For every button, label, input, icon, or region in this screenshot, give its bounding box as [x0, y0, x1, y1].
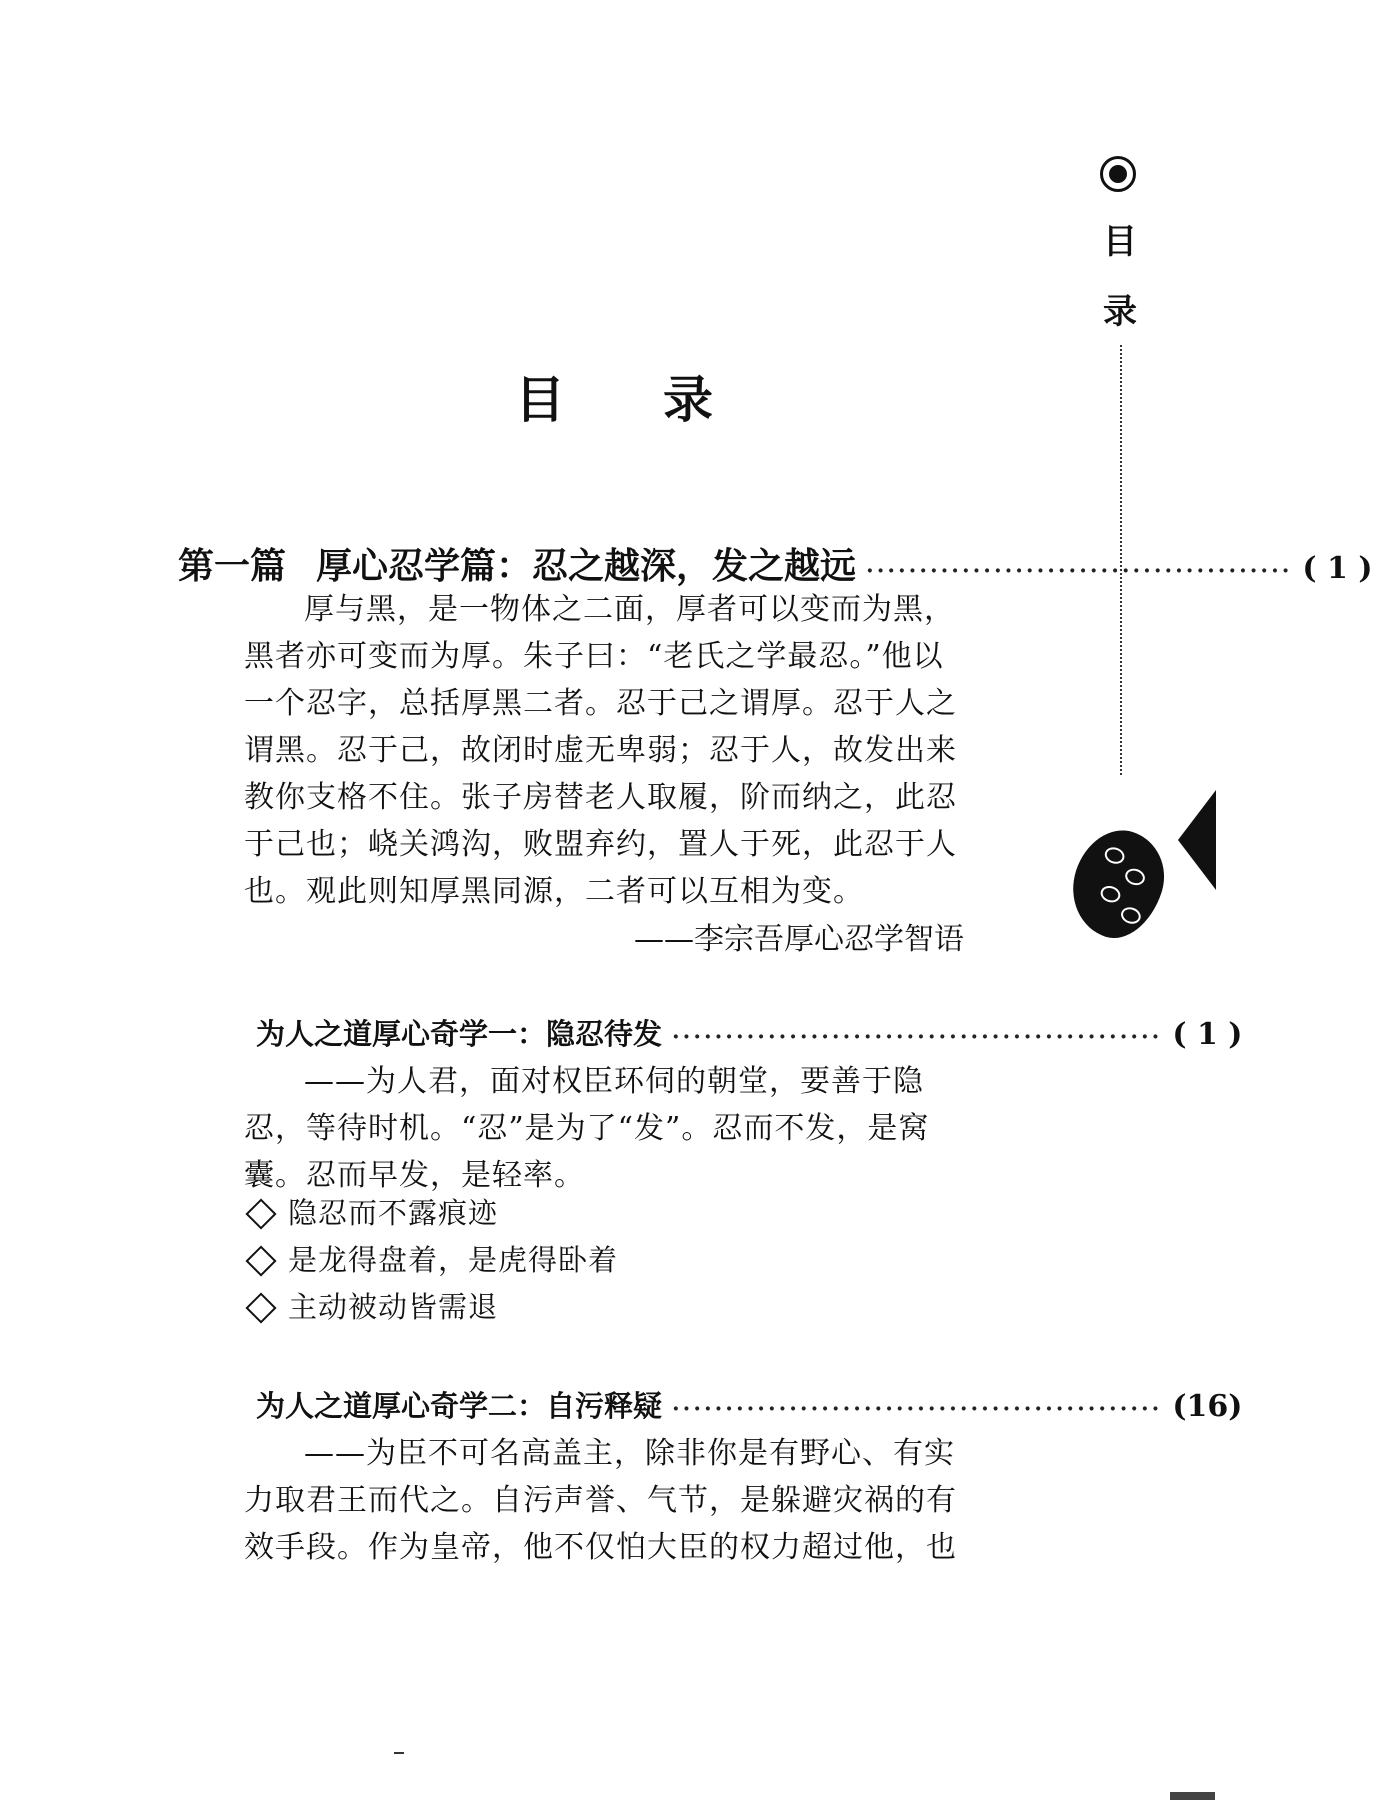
toc-part-entry[interactable] [178, 538, 1373, 589]
diamond-bullet-icon [245, 1245, 276, 1276]
corner-bar [1170, 1792, 1215, 1800]
page-title-char: 目 [515, 370, 567, 429]
section-summary [244, 1430, 964, 1571]
page-number: ( 1 ) [1302, 551, 1373, 586]
page-number: ( 1 ) [1172, 1017, 1243, 1052]
footer-mark [394, 1752, 404, 1754]
diamond-bullet-icon [245, 1198, 276, 1229]
page-title [515, 360, 715, 432]
side-tab-char: 目 [1103, 222, 1137, 262]
part-summary [244, 586, 964, 915]
leader-dots: ·············································· [672, 1396, 1163, 1422]
page-number: (16) [1172, 1389, 1243, 1424]
part-prefix: 第一篇 [178, 545, 287, 587]
section-title: 为人之道厚心奇学一：隐忍待发 [256, 1017, 663, 1051]
toc-section-entry[interactable] [244, 1384, 1243, 1425]
subtopic-list [244, 1190, 964, 1331]
quote-attribution: ——李宗吾厚心忍学智语 [634, 922, 964, 957]
bullseye-icon [1100, 156, 1136, 192]
leader-dots: ········································ [866, 558, 1293, 584]
diamond-bullet-icon [245, 1292, 276, 1323]
part-paragraph: 厚与黑，是一物体之二面，厚者可以变而为黑，黑者亦可变而为厚。朱子曰：“老氏之学最忍。”他以一个忍字，总括厚黑二者。忍于己之谓厚。忍于人之谓黑。忍于己，故闭时虚无卑弱；忍于人，故发出来教你支格不住。张子房替老人取履，阶而纳之，此忍于己也；峣关鸿沟，败盟弃约，置人于死，此忍于人也。观此则知厚黑同源，二者可以互相为变。 [244, 592, 957, 909]
page-title-char: 录 [663, 370, 715, 429]
list-item[interactable] [244, 1237, 964, 1284]
side-arrow-icon [1178, 790, 1216, 890]
section-paragraph: ——为人君，面对权臣环伺的朝堂，要善于隐忍，等待时机。“忍”是为了“发”。忍而不发，是窝囊。忍而早发，是轻率。 [244, 1064, 930, 1193]
section-paragraph: ——为臣不可名高盖主，除非你是有野心、有实力取君王而代之。自污声誉、气节，是躲避灾祸的有效手段。作为皇帝，他不仅怕大臣的权力超过他，也 [244, 1436, 957, 1565]
leader-dots: ·············································· [672, 1024, 1163, 1050]
side-tab-char: 录 [1103, 292, 1137, 332]
decorative-emblem-icon [1059, 819, 1176, 949]
list-item-label: 隐忍而不露痕迹 [288, 1196, 499, 1230]
part-title: 厚心忍学篇：忍之越深，发之越远 [316, 545, 857, 587]
toc-section-entry[interactable] [244, 1012, 1243, 1053]
list-item-label: 是龙得盘着，是虎得卧着 [288, 1243, 619, 1277]
list-item[interactable] [244, 1284, 964, 1331]
section-summary [244, 1058, 964, 1199]
list-item[interactable] [244, 1190, 964, 1237]
list-item-label: 主动被动皆需退 [288, 1290, 499, 1324]
section-title: 为人之道厚心奇学二：自污释疑 [256, 1389, 663, 1423]
